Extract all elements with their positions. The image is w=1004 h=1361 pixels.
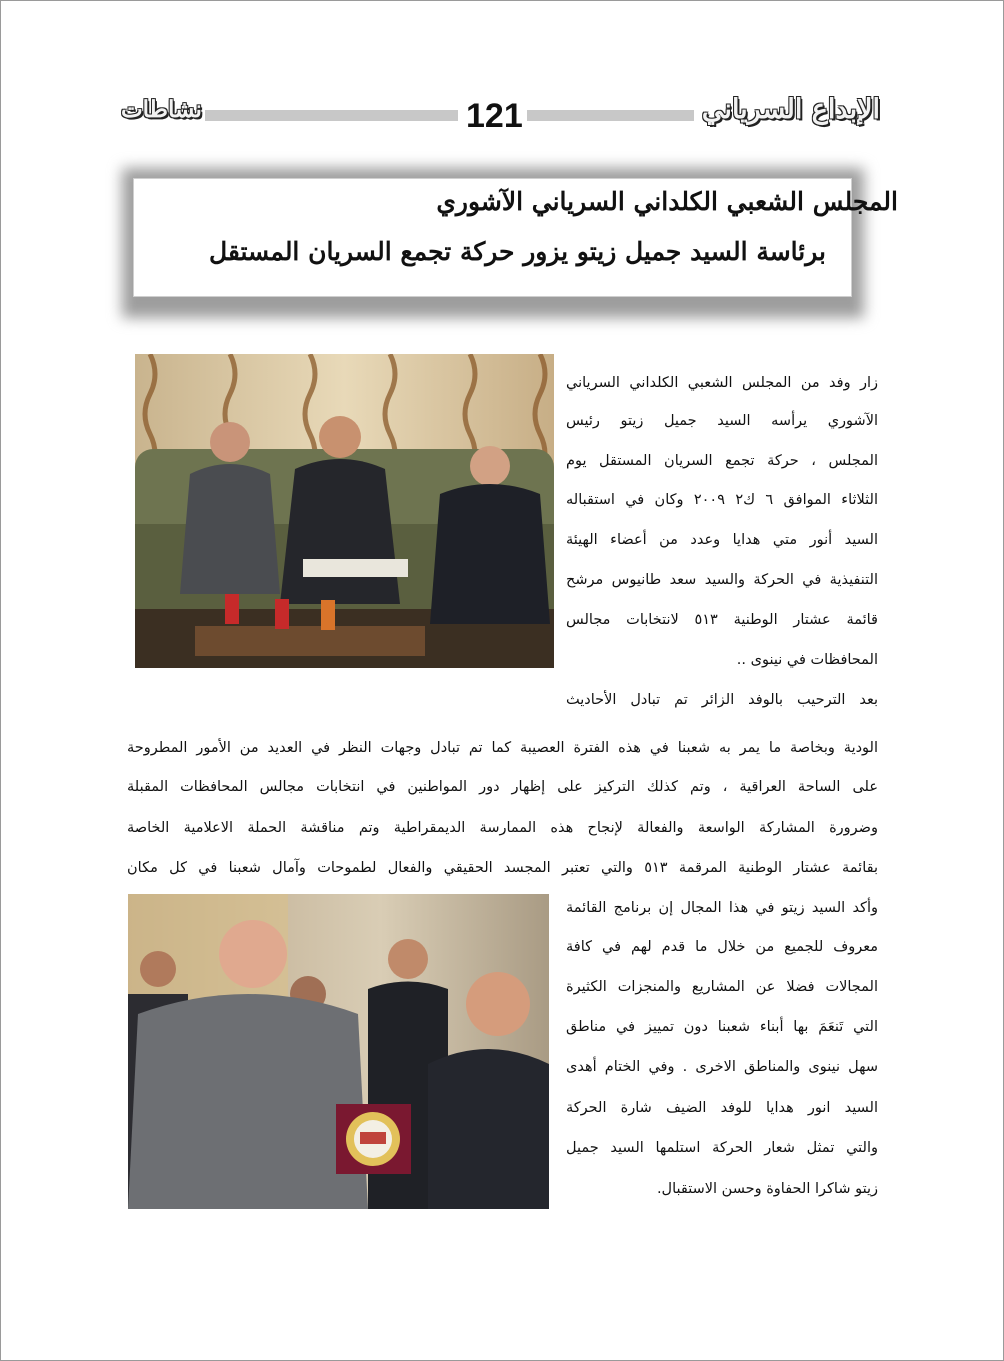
article-text-line: السيد انور هدايا للوفد الضيف شارة الحركة <box>566 1100 878 1116</box>
article-text-line: قائمة عشتار الوطنية ٥١٣ لانتخابات مجالس <box>566 612 878 628</box>
article-title-line-1: المجلس الشعبي الكلداني السرياني الآشوري <box>436 187 898 216</box>
magazine-name: الإبداع السرياني <box>701 94 880 125</box>
header-rule-right <box>527 110 694 121</box>
header-rule-left <box>205 110 458 121</box>
article-text-line: والتي تمثل شعار الحركة استلمها السيد جميل <box>566 1140 878 1156</box>
gift-photo <box>128 894 549 1209</box>
article-text-line: التي تَنعَمَ بها أبناء شعبنا دون تمييز في مناطق <box>566 1019 878 1035</box>
page-number: 121 <box>466 97 523 135</box>
article-text-line: الآشوري يرأسه السيد جميل زيتو رئيس <box>566 413 878 429</box>
article-text-line: المحافظات في نينوى .. <box>736 652 878 668</box>
article-text-line: بقائمة عشتار الوطنية المرقمة ٥١٣ والتي تعتبر المجسد الحقيقي والفعال لطموحات وآمال شعبنا في كل مكان <box>127 860 878 876</box>
article-text-line: الثلاثاء الموافق ٦ ك٢ ٢٠٠٩ وكان في استقباله <box>566 492 878 508</box>
article-text-line: المجلس ، حركة تجمع السريان المستقل يوم <box>566 453 878 469</box>
article-text-line: سهل نينوى والمناطق الاخرى . وفي الختام أهدى <box>566 1059 878 1075</box>
article-text-line: زيتو شاكرا الحفاوة وحسن الاستقبال. <box>656 1181 878 1197</box>
article-text-line: وأكد السيد زيتو في هذا المجال إن برنامج القائمة <box>566 900 878 916</box>
article-text-line: المجالات فضلا عن المشاريع والمنجزات الكثيرة <box>566 979 878 995</box>
article-text-line: السيد أنور متي هدايا وعدد من أعضاء الهيئة <box>566 532 878 548</box>
article-text-line: وضرورة المشاركة الواسعة والفعالة لإنجاح هذه الممارسة الديمقراطية وتم مناقشة الحملة الاعلامية الخاصة <box>127 820 878 836</box>
article-text-line: زار وفد من المجلس الشعبي الكلداني السرياني <box>566 375 878 391</box>
section-label: نشاطات <box>121 96 202 123</box>
article-title-line-2: برئاسة السيد جميل زيتو يزور حركة تجمع السريان المستقل <box>208 237 826 266</box>
article-text-line: التنفيذية في الحركة والسيد سعد طانيوس مرشح <box>566 572 878 588</box>
article-text-line: معروف للجميع من خلال ما قدم لهم في كافة <box>566 939 878 955</box>
article-text-line: الودية وبخاصة ما يمر به شعبنا في هذه الفترة العصيبة كما تم تبادل وجهات النظر في العديد من الأمور المطروحة <box>127 740 878 756</box>
meeting-photo <box>135 354 554 668</box>
article-text-line: بعد الترحيب بالوفد الزائر تم تبادل الأحاديث <box>566 692 878 708</box>
photo-sofa-meeting-icon <box>135 354 554 668</box>
photo-plaque-handover-icon <box>128 894 549 1209</box>
article-text-line: على الساحة العراقية ، وتم كذلك التركيز على إظهار دور المواطنين في انتخابات مجالس المحافظات المقبلة <box>127 779 878 795</box>
